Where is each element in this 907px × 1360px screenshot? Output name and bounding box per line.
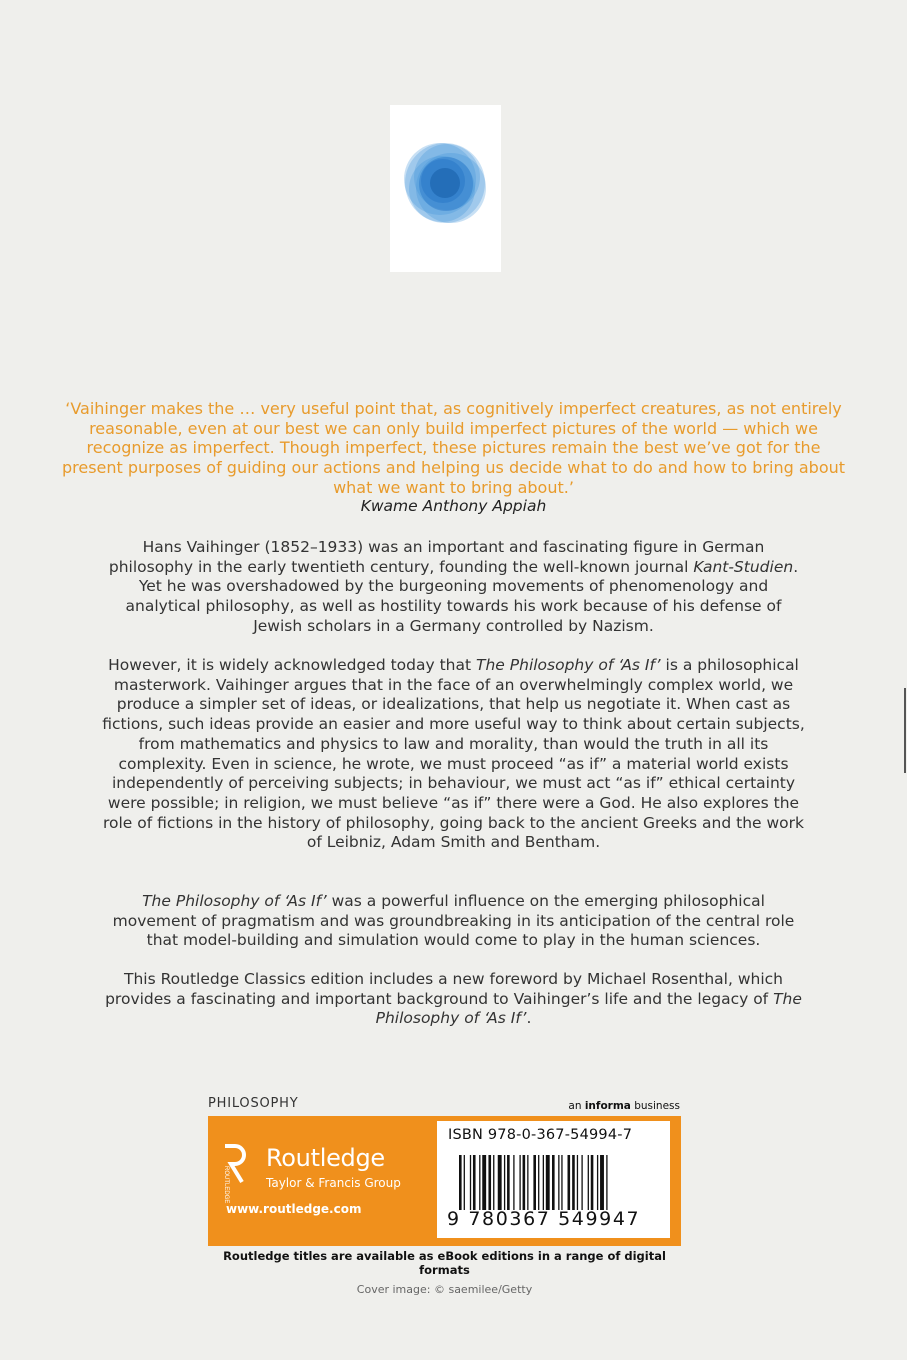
barcode-digits: 9 780367 549947: [447, 1208, 641, 1230]
svg-text:ROUTLEDGE: ROUTLEDGE: [223, 1166, 229, 1204]
quote-attribution: Kwame Anthony Appiah: [360, 497, 547, 515]
barcode-box: [437, 1121, 670, 1238]
informa-tagline: an informa business: [568, 1100, 680, 1112]
publisher-name: Routledge: [266, 1144, 385, 1172]
isbn-label: ISBN 978-0-367-54994-7: [448, 1127, 633, 1143]
routledge-logo-icon: [222, 1144, 248, 1204]
subject-category: PHILOSOPHY: [208, 1096, 299, 1111]
edge-mark: [904, 688, 906, 773]
cover-thumbnail: [390, 105, 501, 272]
blue-circles-image: [390, 105, 501, 272]
cover-image-credit: Cover image: © saemilee/Getty: [356, 1283, 533, 1296]
description-paragraph-4: This Routledge Classics edition includes a new foreword by Michael Rosenthal, which provides a fascinating and important background to Vaihinger’s life and the legacy of The Philosophy of ‘As If’.: [105, 970, 802, 1028]
description-paragraph-2: However, it is widely acknowledged today that The Philosophy of ‘As If’ is a philosophical masterwork. Vaihinger argues that in the face of an overwhelmingly complex world, we produce a simpler set of ideas, or idealizations, that help us negotiate it. When cast as fictions, such ideas provide an easier and more useful way to think about certain subjects, from mathematics and physics to law and morality, than would the truth in all its complexity. Even in science, he wrote, we must proceed “as if” a material world exists independently of perceiving subjects; in behaviour, we must act “as if” ethical certainty were possible; in religion, we must believe “as if” there were a God. He also explores the role of fictions in the history of philosophy, going back to the ancient Greeks and the work of Leibniz, Adam Smith and Bentham.: [102, 656, 805, 852]
description-paragraph-1: Hans Vaihinger (1852–1933) was an important and fascinating figure in German philosophy in the early twentieth century, founding the well-known journal Kant-Studien. Yet he was overshadowed by the burgeoning movements of phenomenology and analytical philosophy, as well as hostility towards his work because of his defense of Jewish scholars in a Germany controlled by Nazism.: [108, 538, 799, 635]
publisher-website: www.routledge.com: [226, 1202, 362, 1216]
description-paragraph-3: The Philosophy of ‘As If’ was a powerful influence on the emerging philosophical movement of pragmatism and was groundbreaking in its anticipation of the central role that model-building and simulation would come to play in the human sciences.: [112, 892, 795, 950]
ebook-note: Routledge titles are available as eBook editions in a range of digital formats: [223, 1249, 666, 1277]
publisher-group: Taylor & Francis Group: [266, 1176, 401, 1190]
endorsement-quote: ‘Vaihinger makes the … very useful point that, as cognitively imperfect creatures, as not entirely reasonable, even at our best we can only build imperfect pictures of the world — which we recognize as imperfect. Though imperfect, these pictures remain the best we’ve got for the present purposes of guiding our actions and helping us decide what to do and how to bring about what we want to bring about.’: [61, 399, 846, 497]
barcode-icon: [459, 1155, 655, 1210]
publisher-panel: [208, 1116, 681, 1246]
